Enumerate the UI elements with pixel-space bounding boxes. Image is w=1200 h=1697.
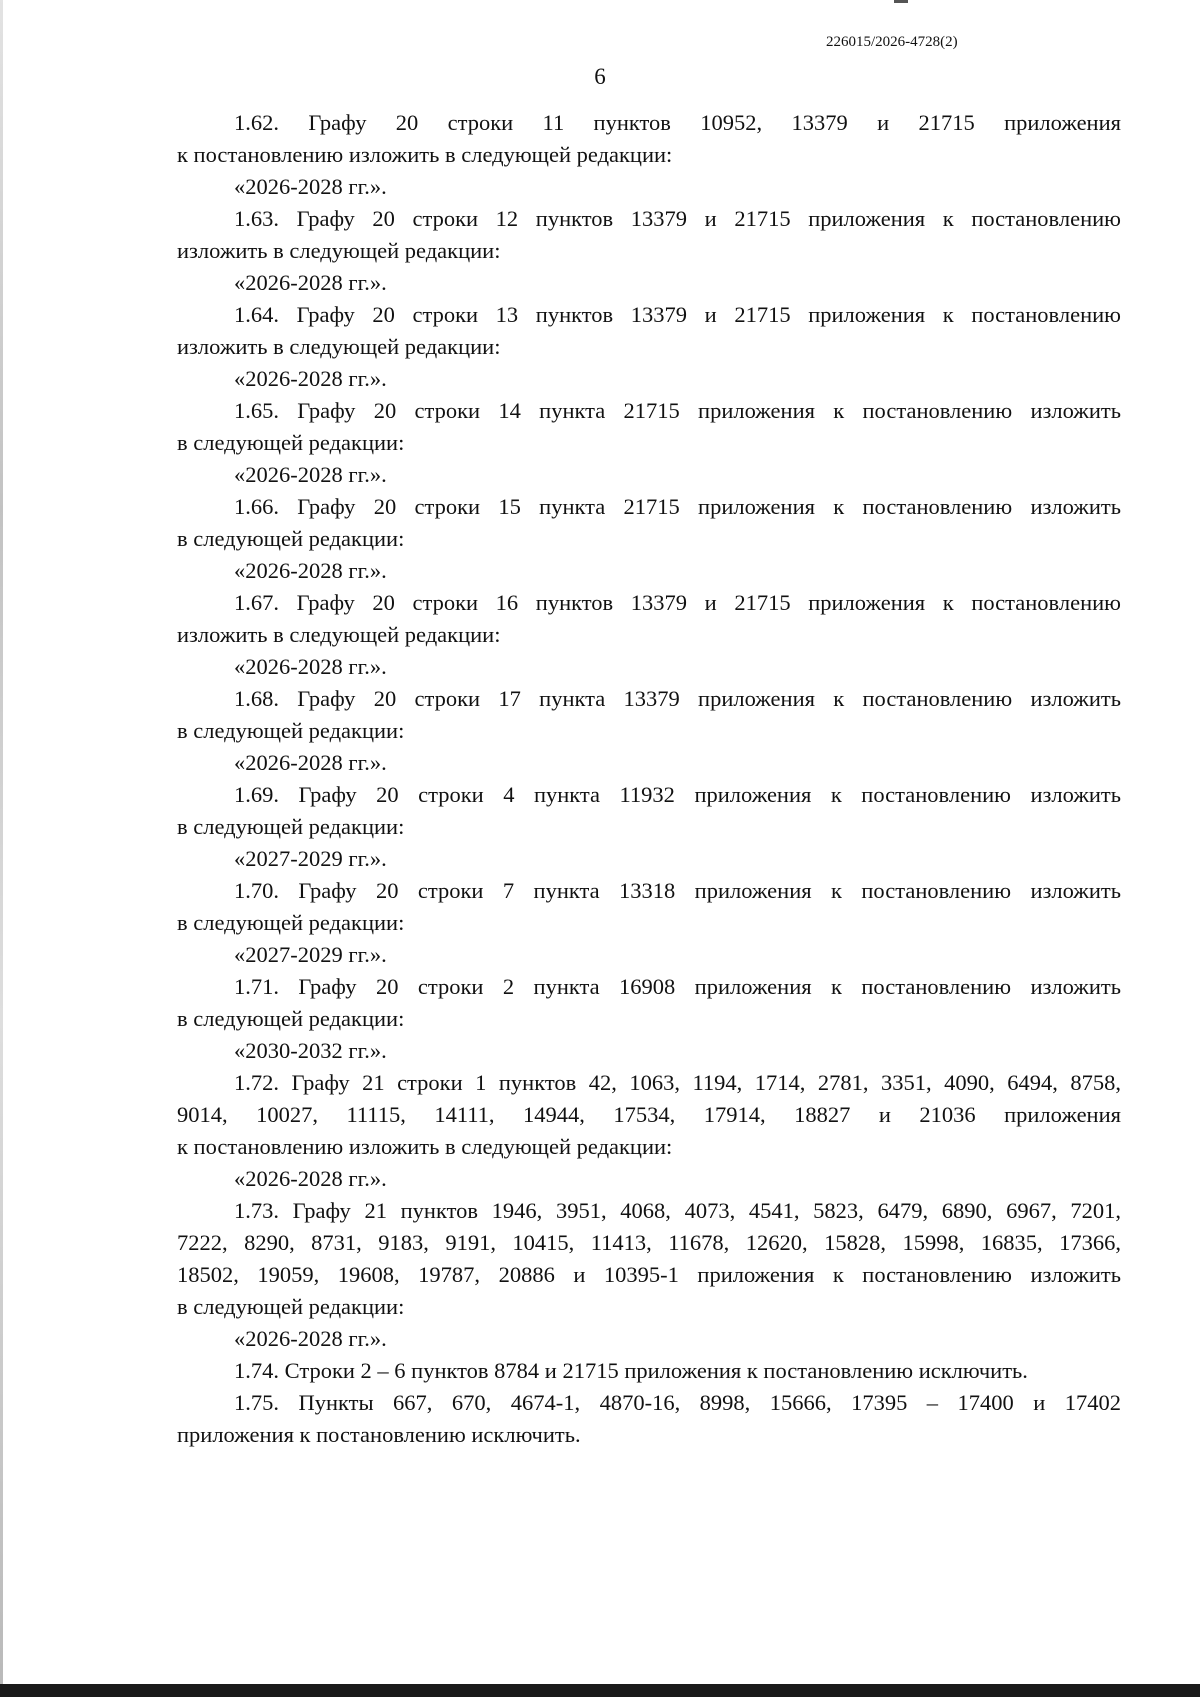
item-value: «2026-2028 гг.». xyxy=(234,1326,387,1351)
amendment-item xyxy=(177,203,1121,299)
item-text-line: в следующей редакции: xyxy=(177,910,405,935)
item-text-line: 1.64. Графу 20 строки 13 пунктов 13379 и 21715 приложения к постановлению xyxy=(234,302,1121,327)
item-text-line: 1.72. Графу 21 строки 1 пунктов 42, 1063, 1194, 1714, 2781, 3351, 4090, 6494, 8758, xyxy=(234,1070,1121,1095)
amendment-item xyxy=(177,491,1121,587)
item-text-line: к постановлению изложить в следующей редакции: xyxy=(177,142,673,167)
amendment-item xyxy=(177,1355,1121,1387)
amendment-item xyxy=(177,587,1121,683)
amendment-item xyxy=(177,779,1121,875)
item-value: «2026-2028 гг.». xyxy=(234,750,387,775)
item-text-line: 7222, 8290, 8731, 9183, 9191, 10415, 11413, 11678, 12620, 15828, 15998, 16835, 17366, xyxy=(177,1230,1121,1255)
item-text-line: приложения к постановлению исключить. xyxy=(177,1422,581,1447)
item-value: «2030-2032 гг.». xyxy=(234,1038,387,1063)
item-value: «2026-2028 гг.». xyxy=(234,1166,387,1191)
item-value: «2026-2028 гг.». xyxy=(234,558,387,583)
item-value: «2026-2028 гг.». xyxy=(234,174,387,199)
item-text-line: 1.69. Графу 20 строки 4 пункта 11932 приложения к постановлению изложить xyxy=(234,782,1121,807)
item-text-line: изложить в следующей редакции: xyxy=(177,622,501,647)
item-text-line: 1.65. Графу 20 строки 14 пункта 21715 приложения к постановлению изложить xyxy=(234,398,1121,423)
item-text-line: 1.71. Графу 20 строки 2 пункта 16908 приложения к постановлению изложить xyxy=(234,974,1121,999)
amendment-item xyxy=(177,683,1121,779)
item-text-line: к постановлению изложить в следующей редакции: xyxy=(177,1134,673,1159)
amendment-item xyxy=(177,1387,1121,1451)
document-body xyxy=(177,107,1121,1451)
amendment-item xyxy=(177,1067,1121,1195)
amendment-item xyxy=(177,299,1121,395)
item-value: «2026-2028 гг.». xyxy=(234,654,387,679)
item-value: «2027-2029 гг.». xyxy=(234,942,387,967)
item-text-line: 1.62. Графу 20 строки 11 пунктов 10952, 13379 и 21715 приложения xyxy=(234,110,1121,135)
item-text-line: изложить в следующей редакции: xyxy=(177,334,501,359)
item-text-line: в следующей редакции: xyxy=(177,814,405,839)
item-text-line: 1.68. Графу 20 строки 17 пункта 13379 приложения к постановлению изложить xyxy=(234,686,1121,711)
item-value: «2026-2028 гг.». xyxy=(234,462,387,487)
item-text-line: 1.66. Графу 20 строки 15 пункта 21715 приложения к постановлению изложить xyxy=(234,494,1121,519)
scan-left-edge xyxy=(0,0,3,1697)
item-text-line: в следующей редакции: xyxy=(177,1006,405,1031)
item-value: «2027-2029 гг.». xyxy=(234,846,387,871)
item-text-line: 18502, 19059, 19608, 19787, 20886 и 10395-1 приложения к постановлению изложить xyxy=(177,1262,1121,1287)
amendment-item xyxy=(177,1195,1121,1355)
item-text-line: изложить в следующей редакции: xyxy=(177,238,501,263)
amendment-item xyxy=(177,395,1121,491)
scan-top-mark xyxy=(894,0,908,3)
item-value: «2026-2028 гг.». xyxy=(234,270,387,295)
item-text-line: 1.67. Графу 20 строки 16 пунктов 13379 и 21715 приложения к постановлению xyxy=(234,590,1121,615)
item-text-line: 1.73. Графу 21 пунктов 1946, 3951, 4068, 4073, 4541, 5823, 6479, 6890, 6967, 7201, xyxy=(234,1198,1121,1223)
item-text-line: в следующей редакции: xyxy=(177,430,405,455)
amendment-item xyxy=(177,107,1121,203)
item-text-line: в следующей редакции: xyxy=(177,718,405,743)
item-text-line: 1.63. Графу 20 строки 12 пунктов 13379 и 21715 приложения к постановлению xyxy=(234,206,1121,231)
item-text-line: 1.70. Графу 20 строки 7 пункта 13318 приложения к постановлению изложить xyxy=(234,878,1121,903)
amendment-item xyxy=(177,971,1121,1067)
item-text-line: в следующей редакции: xyxy=(177,526,405,551)
item-text-line: 1.74. Строки 2 – 6 пунктов 8784 и 21715 приложения к постановлению исключить. xyxy=(234,1358,1028,1383)
amendment-item xyxy=(177,875,1121,971)
document-number: 226015/2026-4728(2) xyxy=(826,34,958,50)
item-text-line: в следующей редакции: xyxy=(177,1294,405,1319)
item-text-line: 1.75. Пункты 667, 670, 4674-1, 4870-16, 8998, 15666, 17395 – 17400 и 17402 xyxy=(234,1390,1121,1415)
page-number: 6 xyxy=(594,64,606,89)
scan-bottom-edge xyxy=(0,1684,1200,1697)
item-value: «2026-2028 гг.». xyxy=(234,366,387,391)
item-text-line: 9014, 10027, 11115, 14111, 14944, 17534, 17914, 18827 и 21036 приложения xyxy=(177,1102,1121,1127)
